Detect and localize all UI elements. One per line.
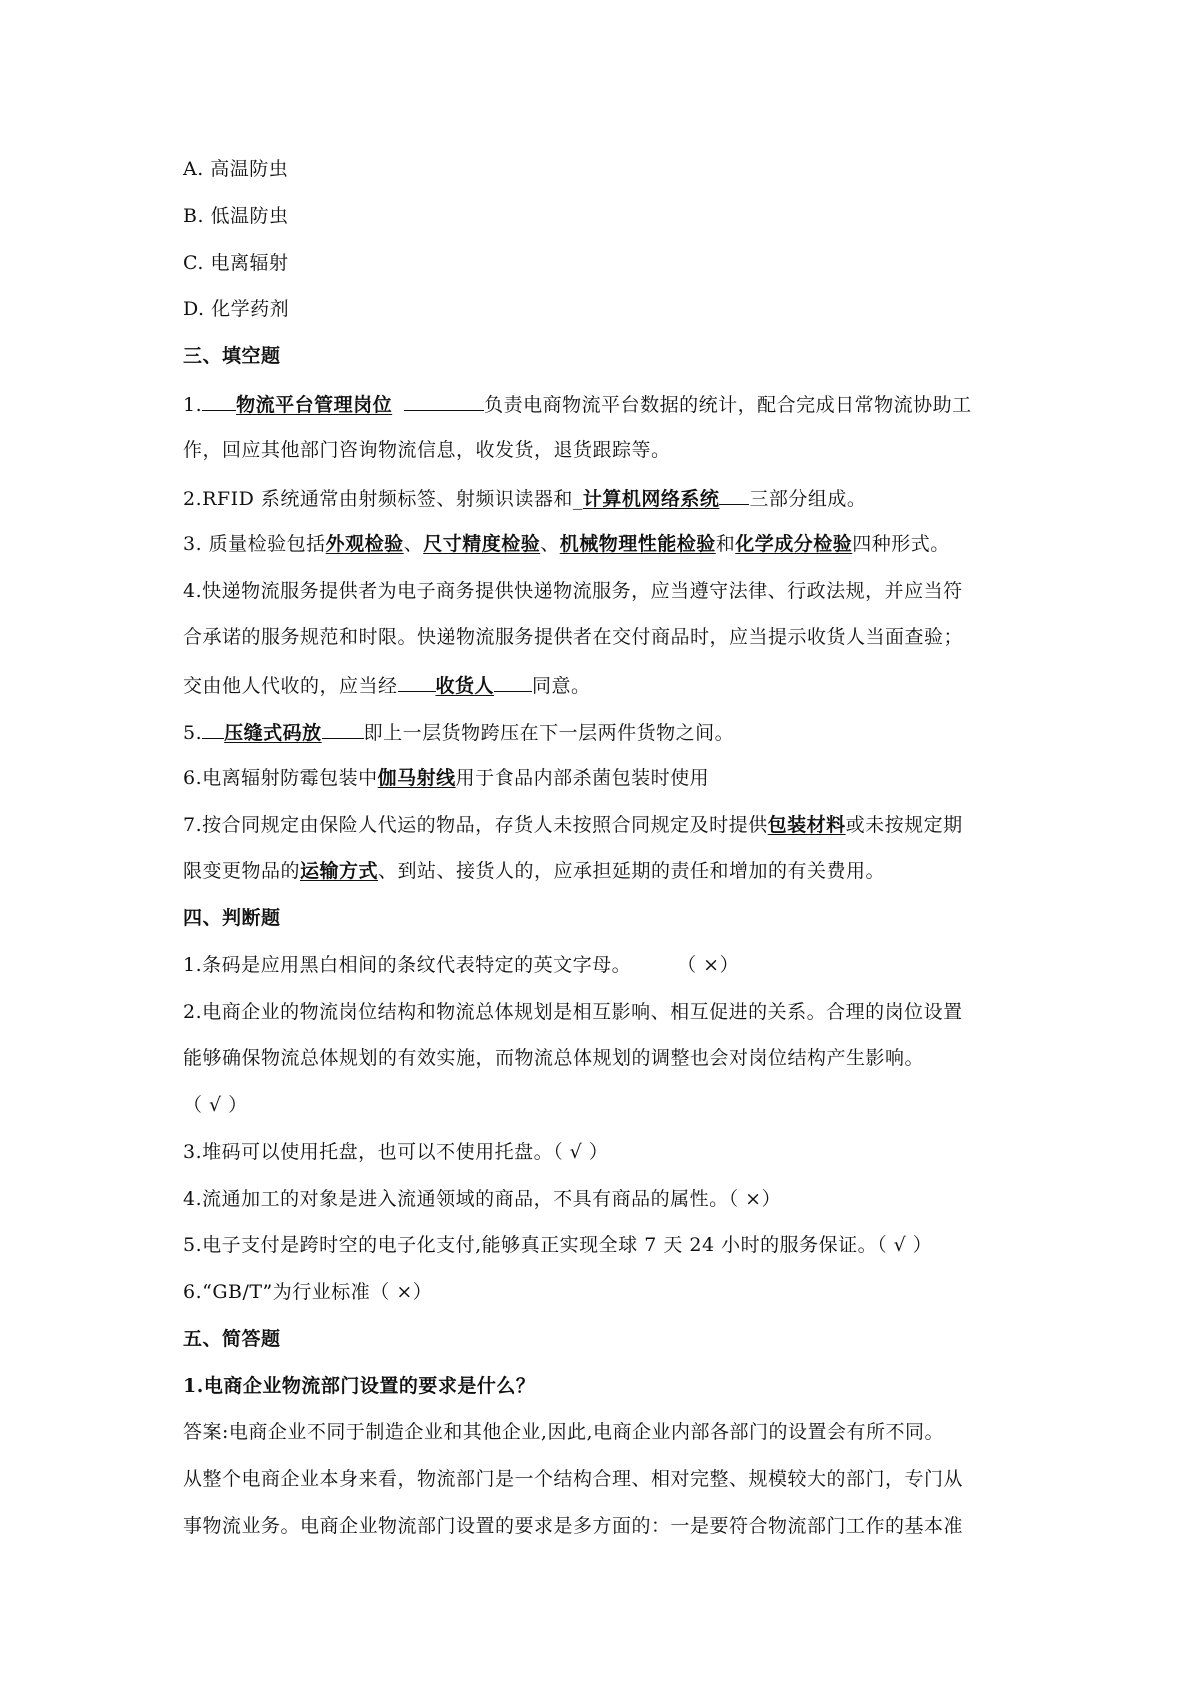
- fill-q7-line1: [183, 812, 1023, 838]
- fill-q7-answer-1: 包装材料: [767, 814, 846, 836]
- fill-q2: [183, 484, 1023, 512]
- fill-q4-suffix: 同意。: [532, 675, 591, 697]
- fill-q6-answer: 伽马射线: [377, 767, 456, 789]
- judge-q6: [183, 1279, 1023, 1305]
- fill-q3-sep-1: 、: [403, 533, 424, 555]
- fill-q3-suffix: 四种形式。: [852, 533, 950, 555]
- fill-q7-line2: [183, 858, 1023, 884]
- judge-q4: [183, 1186, 1023, 1212]
- judge-q4-mark: （ ×）: [728, 1188, 782, 1210]
- fill-q3-answer-1: 外观检验: [325, 533, 404, 555]
- blank-line: [202, 718, 224, 739]
- fill-q7-line2-suffix: 、到站、接货人的，应承担延期的责任和增加的有关费用。: [378, 860, 886, 882]
- fill-q7-answer-2: 运输方式: [300, 860, 379, 882]
- fill-q7-line2-prefix: 限变更物品的: [183, 860, 301, 882]
- option-a: A. 高温防虫: [183, 158, 289, 180]
- section-heading-judgment: 四、判断题: [183, 907, 281, 929]
- fill-q4-line1: 4.快递物流服务提供者为电子商务提供快递物流服务，应当遵守法律、行政法规，并应当符: [183, 580, 963, 602]
- fill-q4-answer: 收货人: [435, 675, 495, 697]
- judge-q5-mark: （ √ ）: [877, 1234, 933, 1256]
- option-b: B. 低温防虫: [183, 205, 289, 227]
- fill-q2-answer: 计算机网络系统: [582, 488, 720, 510]
- blank-line: [398, 671, 436, 692]
- fill-q6-suffix: 用于食品内部杀菌包装时使用: [455, 767, 710, 789]
- fill-q4-prefix: 交由他人代收的，应当经: [183, 675, 398, 697]
- blank-line: [202, 390, 236, 411]
- judge-q1-mark: （ ×）: [677, 954, 740, 976]
- fill-q7-mid: 或未按规定期: [845, 814, 963, 836]
- fill-q2-prefix: 2.RFID 系统通常由射频标签、射频识读器和_: [183, 488, 583, 510]
- fill-q3-sep-2: 、: [540, 533, 560, 555]
- judge-q3-text: 3.堆码可以使用托盘，也可以不使用托盘。: [183, 1141, 554, 1163]
- short-q1-line1: 答案:电商企业不同于制造企业和其他企业,因此,电商企业内部各部门的设置会有所不同。: [183, 1421, 944, 1443]
- fill-q6: [183, 765, 1023, 791]
- judge-q6-mark: （ ×）: [370, 1281, 433, 1303]
- fill-q1-answer: 物流平台管理岗位: [236, 394, 393, 416]
- fill-q3-answer-2: 尺寸精度检验: [423, 533, 541, 555]
- fill-q3-prefix: 3. 质量检验包括: [183, 533, 326, 555]
- blank-line: [719, 484, 749, 505]
- fill-q2-suffix: 三部分组成。: [749, 488, 867, 510]
- judge-q6-text: 6.“GB/T”为行业标准: [183, 1281, 371, 1303]
- blank-line: [494, 671, 532, 692]
- judge-q1-text: 1.条码是应用黑白相间的条纹代表特定的英文字母。: [183, 954, 632, 976]
- judge-q3-mark: （ √ ）: [553, 1141, 609, 1163]
- short-q1-line2: 从整个电商企业本身来看，物流部门是一个结构合理、相对完整、规模较大的部门，专门从: [183, 1468, 964, 1490]
- judge-q3: [183, 1139, 1023, 1165]
- judge-q5: [183, 1232, 1023, 1258]
- blank-line: [404, 390, 484, 411]
- fill-q5-suffix: 即上一层货物跨压在下一层两件货物之间。: [363, 722, 735, 744]
- fill-q7-prefix: 7.按合同规定由保险人代运的物品，存货人未按照合同规定及时提供: [183, 814, 768, 836]
- fill-q5: [183, 718, 1023, 746]
- option-d: D. 化学药剂: [183, 298, 290, 320]
- fill-q1-line2: 作，回应其他部门咨询物流信息，收发货，退货跟踪等。: [183, 439, 671, 461]
- fill-q4-line3: [183, 671, 1023, 699]
- short-q1-line3: 事物流业务。电商企业物流部门设置的要求是多方面的：一是要符合物流部门工作的基本准: [183, 1515, 964, 1537]
- fill-q5-answer: 压缝式码放: [224, 722, 322, 744]
- judge-q4-text: 4.流通加工的对象是进入流通领域的商品，不具有商品的属性。: [183, 1188, 729, 1210]
- judge-q1: [183, 952, 1023, 978]
- fill-q1-number: 1.: [183, 394, 203, 416]
- option-c: C. 电离辐射: [183, 252, 289, 274]
- fill-q1-text: 负责电商物流平台数据的统计，配合完成日常物流协助工: [484, 394, 972, 416]
- judge-q2-mark: （ √ ）: [183, 1094, 248, 1116]
- fill-q3: [183, 531, 1023, 557]
- judge-q2-line2: 能够确保物流总体规划的有效实施，而物流总体规划的调整也会对岗位结构产生影响。: [183, 1047, 925, 1069]
- blank-line: [322, 718, 364, 739]
- fill-q3-and: 和: [715, 533, 736, 555]
- fill-q3-answer-3: 机械物理性能检验: [559, 533, 716, 555]
- section-heading-fill-blank: 三、填空题: [183, 345, 281, 367]
- section-heading-short-answer: 五、简答题: [183, 1328, 281, 1350]
- fill-q5-number: 5.: [183, 722, 203, 744]
- fill-q6-prefix: 6.电离辐射防霉包装中: [183, 767, 378, 789]
- fill-q4-line2: 合承诺的服务规范和时限。快递物流服务提供者在交付商品时，应当提示收货人当面查验；: [183, 626, 964, 648]
- short-q1-title: 1.电商企业物流部门设置的要求是什么？: [183, 1375, 536, 1397]
- judge-q2-line1: 2.电商企业的物流岗位结构和物流总体规划是相互影响、相互促进的关系。合理的岗位设置: [183, 1001, 963, 1023]
- fill-q1-line1: [183, 390, 1023, 418]
- judge-q5-text: 5.电子支付是跨时空的电子化支付,能够真正实现全球 7 天 24 小时的服务保证。: [183, 1234, 878, 1256]
- fill-q3-answer-4: 化学成分检验: [735, 533, 853, 555]
